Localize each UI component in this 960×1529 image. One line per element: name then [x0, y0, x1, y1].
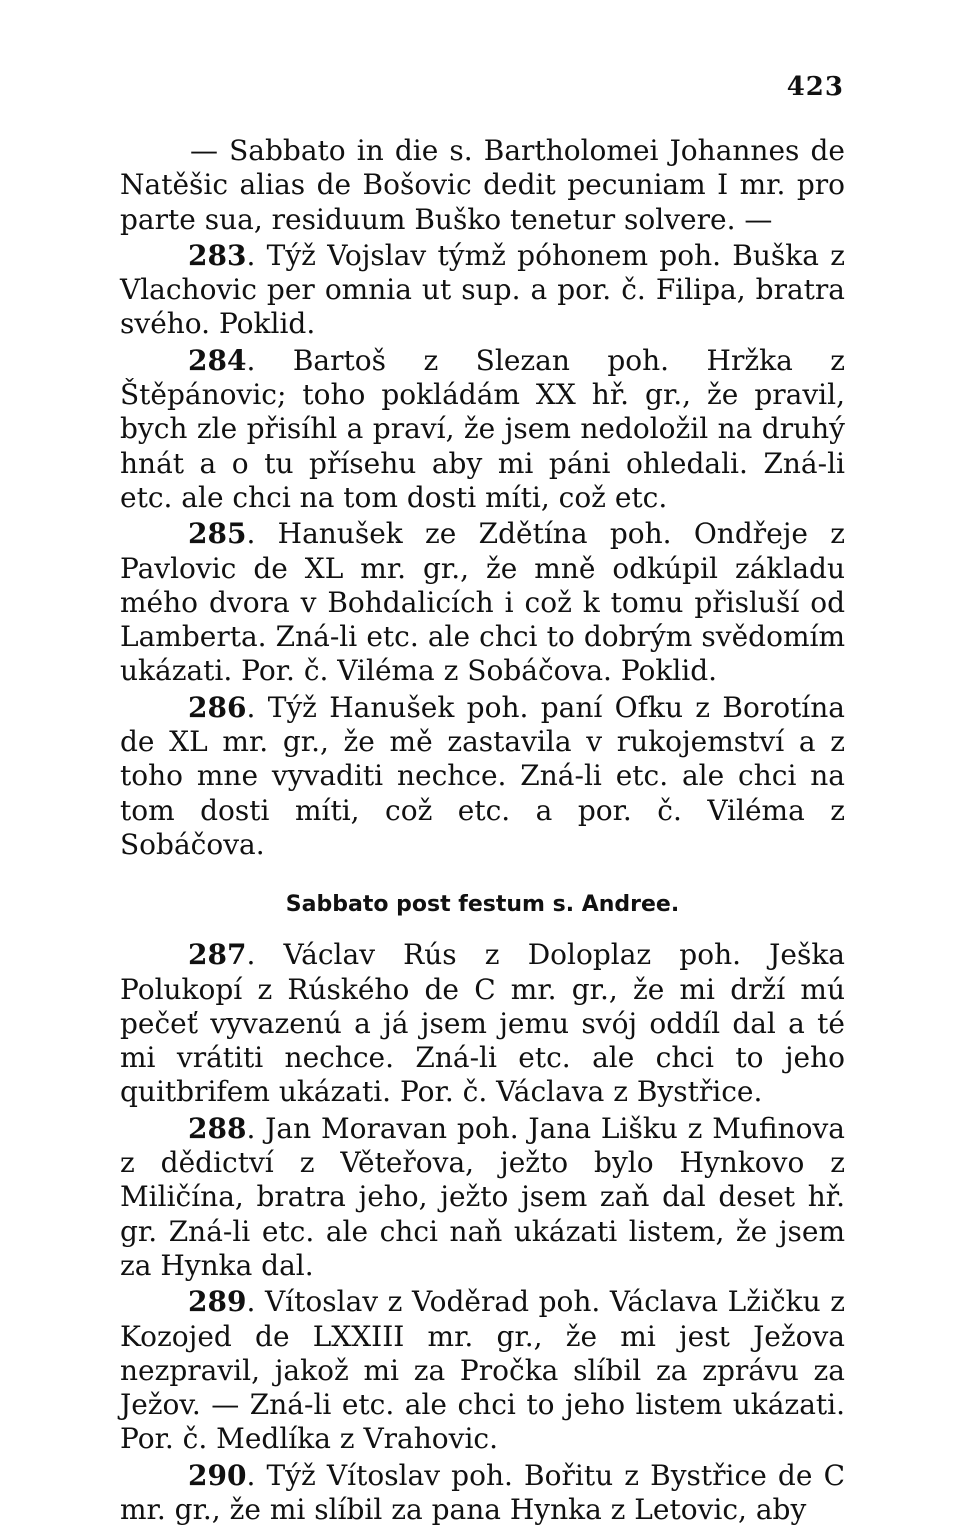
entry-289: 289. Vítoslav z Voděrad poh. Václava Lžičku z Kozojed de LXXIII mr. gr., že mi jest Ježova nezpravil, jakož mi za Pročka slíbil za zprávu za Ježov. — Zná-li etc. ale chci to jeho listem ukázati. Por. č. Medlíka z Vrahovic.	[120, 1285, 845, 1456]
entry-287: 287. Václav Rús z Doloplaz poh. Ješka Polukopí z Rúského de C mr. gr., že mi drží mú pečeť vyvazenú a já jsem jemu svój oddíl dal a té mi vrátiti nechce. Zná-li etc. ale chci to jeho quitbrifem ukázati. Por. č. Václava z Bystřice.	[120, 938, 845, 1109]
entry-text: Týž Hanušek poh. paní Ofku z Borotína de XL mr. gr., že mě zastavila v rukojemství a z toho mne vyvaditi nechce. Zná-li etc. ale chci na tom dosti míti, což etc. a por. č. Viléma z Sobáčova.	[120, 690, 845, 861]
entry-number: 287	[188, 938, 247, 972]
page-number: 423	[786, 72, 844, 102]
entry-text: Týž Vojslav týmž póhonem poh. Buška z Vlachovic per omnia ut sup. a por. č. Filipa, bratra svého. Poklid.	[120, 238, 845, 341]
entry-number: 290	[188, 1458, 247, 1492]
entry-text: Týž Vítoslav poh. Bořitu z Bystřice de C mr. gr., že mi slíbil za pana Hynka z Letovic, aby	[120, 1458, 845, 1526]
entry-text: Václav Rús z Doloplaz poh. Ješka Polukopí z Rúského de C mr. gr., že mi drží mú pečeť vyvazenú a já jsem jemu svój oddíl dal a té mi vrátiti nechce. Zná-li etc. ale chci to jeho quitbrifem ukázati. Por. č. Václava z Bystřice.	[120, 938, 845, 1109]
entry-number: 284	[188, 343, 247, 377]
entry-288: 288. Jan Moravan poh. Jana Lišku z Mufinova z dědictví z Věteřova, ježto bylo Hynkovo z Miličína, bratra jeho, ježto jsem zaň dal deset hř. gr. Zná-li etc. ale chci naň ukázati listem, že jsem za Hynka dal.	[120, 1111, 845, 1282]
entry-text: Bartoš z Slezan poh. Hržka z Štěpánovic; toho pokládám XX hř. gr., že pravil, bych zle přisíhl a praví, že jsem nedoložil na druhý hnát a o tu přísehu aby mi páni ohledali. Zná-li etc. ale chci na tom dosti míti, což etc.	[120, 343, 845, 514]
section-heading: Sabbato post festum s. Andree.	[285, 892, 680, 918]
entry-text: Hanušek ze Zdětína poh. Ondřeje z Pavlovic de XL mr. gr., že mně odkúpil základu mého dvora v Bohdalicích i což k tomu přisluší od Lamberta. Zná-li etc. ale chci to dobrým svědomím ukázati. Por. č. Viléma z Sobáčova. Poklid.	[120, 517, 845, 688]
entry-text: Vítoslav z Voděrad poh. Václava Lžičku z Kozojed de LXXIII mr. gr., že mi jest Ježova nezpravil, jakož mi za Pročka slíbil za zprávu za Ježov. — Zná-li etc. ale chci to jeho listem ukázati. Por. č. Medlíka z Vrahovic.	[120, 1285, 845, 1456]
text-body	[120, 134, 845, 1529]
entry-285: 285. Hanušek ze Zdětína poh. Ondřeje z Pavlovic de XL mr. gr., že mně odkúpil základu mého dvora v Bohdalicích i což k tomu přisluší od Lamberta. Zná-li etc. ale chci to dobrým svědomím ukázati. Por. č. Viléma z Sobáčova. Poklid.	[120, 517, 845, 688]
entry-number: 288	[188, 1111, 247, 1145]
entry-number: 283	[188, 238, 247, 272]
entry-290: 290. Týž Vítoslav poh. Bořitu z Bystřice de C mr. gr., že mi slíbil za pana Hynka z Letovic, aby	[120, 1458, 845, 1526]
entry-number: 286	[188, 690, 247, 724]
entry-number: 289	[188, 1285, 247, 1319]
entry-286: 286. Týž Hanušek poh. paní Ofku z Borotína de XL mr. gr., že mě zastavila v rukojemství a z toho mne vyvaditi nechce. Zná-li etc. ale chci na tom dosti míti, což etc. a por. č. Viléma z Sobáčova.	[120, 690, 845, 861]
intro-paragraph: — Sabbato in die s. Bartholomei Johannes de Natěšic alias de Bošovic dedit pecuniam I mr. pro parte sua, residuum Buško tenetur solvere. —	[120, 134, 845, 236]
entry-283: 283. Týž Vojslav týmž póhonem poh. Buška z Vlachovic per omnia ut sup. a por. č. Filipa, bratra svého. Poklid.	[120, 238, 845, 341]
entry-284: 284. Bartoš z Slezan poh. Hržka z Štěpánovic; toho pokládám XX hř. gr., že pravil, bych zle přisíhl a praví, že jsem nedoložil na druhý hnát a o tu přísehu aby mi páni ohledali. Zná-li etc. ale chci na tom dosti míti, což etc.	[120, 343, 845, 514]
entry-number: 285	[188, 517, 247, 551]
entry-text: Jan Moravan poh. Jana Lišku z Mufinova z dědictví z Věteřova, ježto bylo Hynkovo z Miličína, bratra jeho, ježto jsem zaň dal deset hř. gr. Zná-li etc. ale chci naň ukázati listem, že jsem za Hynka dal.	[120, 1111, 845, 1282]
